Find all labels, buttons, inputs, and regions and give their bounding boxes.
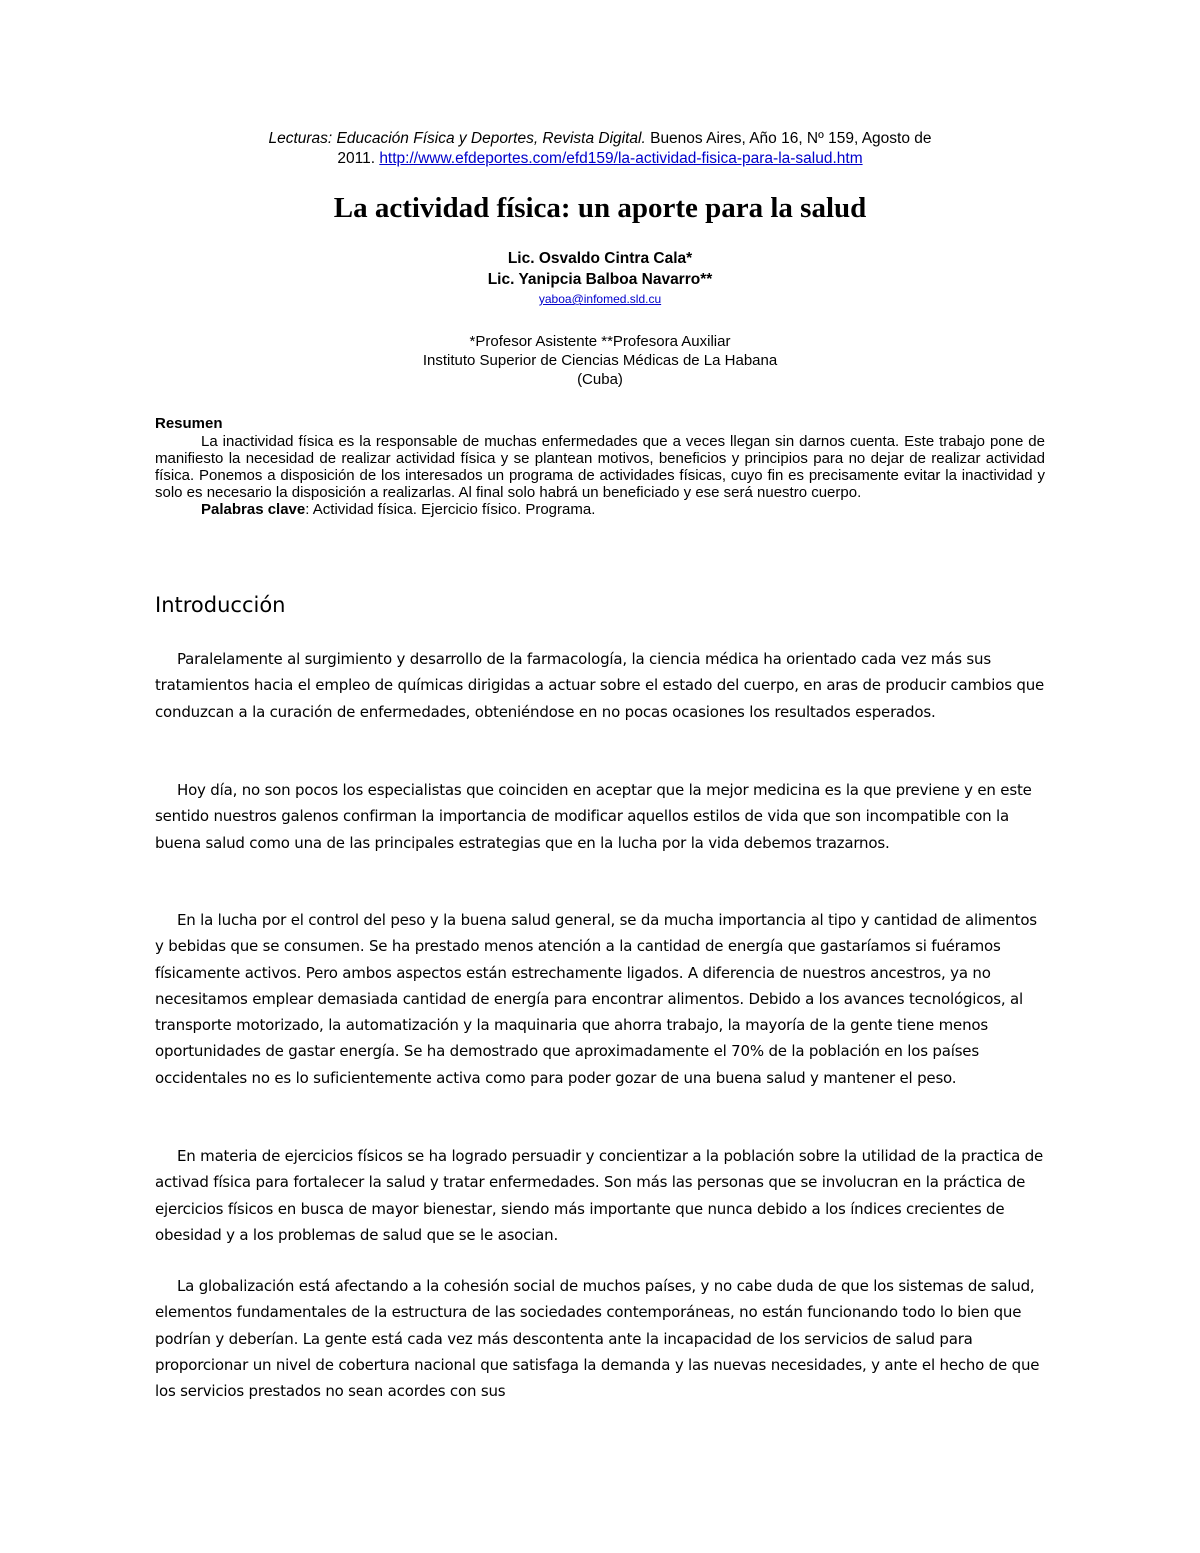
- body-paragraph-4: En materia de ejercicios físicos se ha logrado persuadir y concientizar a la población sobre la utilidad de la practica de activad física para fortalecer la salud y tratar enfermedades. Son más las personas que se involucran en la práctica de ejercicios físicos en busca de mayor bienestar, siendo más importante que nunca debido a los índices crecientes de obesidad y a los problemas de salud que se le asocian.: [155, 1147, 1044, 1244]
- abstract: [155, 414, 1045, 518]
- keywords-list: Actividad física. Ejercicio físico. Programa.: [312, 501, 596, 518]
- body-paragraph-2: Hoy día, no son pocos los especialistas que coinciden en aceptar que la mejor medicina es la que previene y en este sentido nuestros galenos confirman la importancia de modificar aquellos estilos de vida que son incompatible con la buena salud como una de las principales estrategias que en la lucha por la vida debemos trazarnos.: [155, 781, 1032, 852]
- citation-details-1: Buenos Aires, Año 16, Nº 159, Agosto de: [645, 130, 932, 147]
- citation-details-2: 2011.: [337, 150, 380, 167]
- author-2: Lic. Yanipcia Balboa Navarro**: [487, 271, 713, 288]
- keywords-separator: :: [305, 501, 313, 518]
- affiliation-country: (Cuba): [577, 371, 623, 388]
- citation-url-link[interactable]: http://www.efdeportes.com/efd159/la-actividad-fisica-para-la-salud.htm: [379, 150, 863, 167]
- authors: [155, 248, 1045, 290]
- body-paragraph-5: La globalización está afectando a la cohesión social de muchos países, y no cabe duda de que los sistemas de salud, elementos fundamentales de la estructura de las sociedades contemporáneas, no están funcionando todo lo bien que podrían y deberían. La gente está cada vez más descontenta ante la incapacidad de los servicios de salud para proporcionar un nivel de cobertura nacional que satisfaga la demanda y las nuevas necesidades, y ante el hecho de que los servicios prestados no sean acordes con sus: [155, 1277, 1040, 1401]
- email-link[interactable]: yaboa@infomed.sld.cu: [538, 292, 662, 306]
- keywords-label: Palabras clave: [201, 501, 306, 518]
- author-email: [155, 291, 1045, 307]
- affiliation: [155, 332, 1045, 389]
- citation: [155, 129, 1045, 169]
- abstract-text: La inactividad física es la responsable de muchas enfermedades que a veces llegan sin darnos cuenta. Este trabajo pone de manifiesto la necesidad de realizar actividad física y se plantean motivos, beneficios y principios para no dejar de realizar actividad física. Ponemos a disposición de los interesados un programa de actividades físicas, cuyo fin es precisamente evitar la inactividad y solo es necesario la disposición a realizarlas. Al final solo habrá un beneficiado y ese será nuestro cuerpo.: [155, 433, 1045, 501]
- section-title-introduccion: Introducción: [155, 593, 286, 617]
- affiliation-institution: Instituto Superior de Ciencias Médicas de La Habana: [422, 352, 778, 369]
- abstract-heading: Resumen: [155, 415, 223, 432]
- affiliation-roles: *Profesor Asistente **Profesora Auxiliar: [469, 333, 731, 350]
- body-paragraph-3: En la lucha por el control del peso y la buena salud general, se da mucha importancia al tipo y cantidad de alimentos y bebidas que se consumen. Se ha prestado menos atención a la cantidad de energía que gastaríamos si fuéramos físicamente activos. Pero ambos aspectos están estrechamente ligados. A diferencia de nuestros ancestros, ya no necesitamos emplear demasiada cantidad de energía para encontrar alimentos. Debido a los avances tecnológicos, al transporte motorizado, la automatización y la maquinaria que ahorra trabajo, la mayoría de la gente tiene menos oportunidades de gastar energía. Se ha demostrado que aproximadamente el 70% de la población en los países occidentales no es lo suficientemente activa como para poder gozar de una buena salud y mantener el peso.: [155, 911, 1037, 1087]
- keywords: [155, 501, 1045, 518]
- author-1: Lic. Osvaldo Cintra Cala*: [507, 250, 693, 267]
- citation-journal: Lecturas: Educación Física y Deportes, Revista Digital.: [268, 130, 646, 147]
- body-paragraph-1: Paralelamente al surgimiento y desarrollo de la farmacología, la ciencia médica ha orientado cada vez más sus tratamientos hacia el empleo de químicas dirigidas a actuar sobre el estado del cuerpo, en aras de producir cambios que conduzcan a la curación de enfermedades, obteniéndose en no pocas ocasiones los resultados esperados.: [155, 650, 1045, 721]
- article-title: La actividad física: un aporte para la salud: [333, 192, 867, 224]
